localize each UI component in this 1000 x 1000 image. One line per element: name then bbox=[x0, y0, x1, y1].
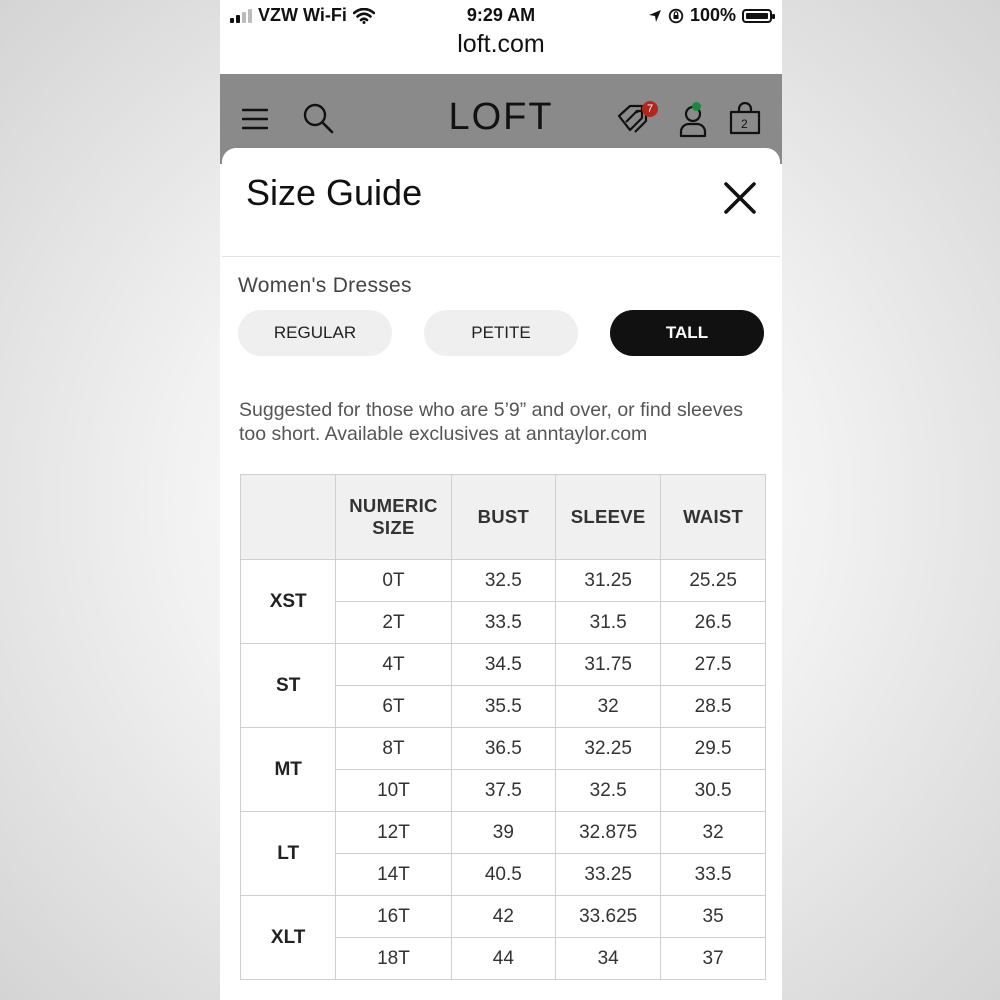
sleeve-cell: 31.25 bbox=[556, 560, 661, 602]
bust-cell: 37.5 bbox=[451, 770, 556, 812]
tab-tall[interactable]: TALL bbox=[610, 310, 764, 356]
waist-cell: 35 bbox=[661, 896, 766, 938]
waist-cell: 32 bbox=[661, 812, 766, 854]
table-row bbox=[241, 560, 766, 602]
table-row bbox=[241, 896, 766, 938]
modal-content-viewport bbox=[222, 148, 766, 1000]
carrier-label: VZW Wi-Fi bbox=[258, 5, 347, 25]
bust-cell: 35.5 bbox=[451, 686, 556, 728]
sleeve-cell: 32.25 bbox=[556, 728, 661, 770]
category-label: Women's Dresses bbox=[238, 274, 412, 297]
modal-title: Size Guide bbox=[246, 172, 423, 213]
bust-cell: 33.5 bbox=[451, 602, 556, 644]
numeric-size-cell: 6T bbox=[336, 686, 451, 728]
bust-cell: 39 bbox=[451, 812, 556, 854]
waist-cell: 28.5 bbox=[661, 686, 766, 728]
numeric-size-cell: 2T bbox=[336, 602, 451, 644]
offers-badge: 7 bbox=[642, 101, 658, 117]
status-time: 9:29 AM bbox=[466, 5, 536, 25]
phone-screen bbox=[220, 0, 782, 1000]
size-group-label: MT bbox=[241, 728, 336, 812]
column-header-bust: BUST bbox=[451, 475, 556, 560]
battery-icon bbox=[742, 9, 772, 23]
location-arrow-icon bbox=[648, 9, 662, 23]
status-bar bbox=[220, 0, 782, 32]
sleeve-cell: 31.5 bbox=[556, 602, 661, 644]
account-status-dot bbox=[692, 102, 701, 111]
sleeve-cell: 34 bbox=[556, 938, 661, 980]
column-header-waist: WAIST bbox=[661, 475, 766, 560]
numeric-size-cell: 16T bbox=[336, 896, 451, 938]
waist-cell: 30.5 bbox=[661, 770, 766, 812]
table-row bbox=[241, 812, 766, 854]
tab-regular[interactable]: REGULAR bbox=[238, 310, 392, 356]
numeric-size-cell: 8T bbox=[336, 728, 451, 770]
waist-cell: 26.5 bbox=[661, 602, 766, 644]
bag-count: 2 bbox=[741, 117, 748, 131]
table-row bbox=[241, 728, 766, 770]
sleeve-cell: 33.625 bbox=[556, 896, 661, 938]
address-bar-url[interactable]: loft.com bbox=[457, 30, 545, 58]
size-table bbox=[240, 474, 766, 980]
bust-cell: 44 bbox=[451, 938, 556, 980]
waist-cell: 25.25 bbox=[661, 560, 766, 602]
waist-cell: 37 bbox=[661, 938, 766, 980]
sleeve-cell: 32.875 bbox=[556, 812, 661, 854]
table-header-row bbox=[241, 475, 766, 560]
site-logo[interactable]: LOFT bbox=[448, 96, 554, 138]
size-group-label: XLT bbox=[241, 896, 336, 980]
column-header-numeric-size bbox=[336, 475, 451, 560]
column-header-numeric-line-1: NUMERIC bbox=[349, 495, 438, 516]
numeric-size-cell: 14T bbox=[336, 854, 451, 896]
sleeve-cell: 33.25 bbox=[556, 854, 661, 896]
sleeve-cell: 32 bbox=[556, 686, 661, 728]
size-group-label: XST bbox=[241, 560, 336, 644]
numeric-size-cell: 10T bbox=[336, 770, 451, 812]
sleeve-cell: 32.5 bbox=[556, 770, 661, 812]
tab-petite[interactable]: PETITE bbox=[424, 310, 578, 356]
table-row bbox=[241, 644, 766, 686]
waist-cell: 33.5 bbox=[661, 854, 766, 896]
size-description-line-2: too short. Available exclusives at anntaylor.com bbox=[239, 423, 648, 445]
column-header-size bbox=[241, 475, 336, 560]
size-description-line-1: Suggested for those who are 5’9” and over, or find sleeves bbox=[239, 399, 744, 421]
bust-cell: 34.5 bbox=[451, 644, 556, 686]
battery-percent: 100% bbox=[689, 5, 736, 25]
size-description bbox=[239, 398, 766, 446]
bust-cell: 42 bbox=[451, 896, 556, 938]
bust-cell: 32.5 bbox=[451, 560, 556, 602]
status-right bbox=[648, 5, 772, 26]
column-header-numeric-line-2: SIZE bbox=[372, 517, 415, 538]
bust-cell: 40.5 bbox=[451, 854, 556, 896]
waist-cell: 27.5 bbox=[661, 644, 766, 686]
waist-cell: 29.5 bbox=[661, 728, 766, 770]
size-group-label: ST bbox=[241, 644, 336, 728]
column-header-sleeve: SLEEVE bbox=[556, 475, 661, 560]
numeric-size-cell: 12T bbox=[336, 812, 451, 854]
size-guide-modal bbox=[222, 148, 780, 1000]
numeric-size-cell: 18T bbox=[336, 938, 451, 980]
bust-cell: 36.5 bbox=[451, 728, 556, 770]
orientation-lock-icon bbox=[668, 8, 684, 24]
sleeve-cell: 31.75 bbox=[556, 644, 661, 686]
size-group-label: LT bbox=[241, 812, 336, 896]
numeric-size-cell: 0T bbox=[336, 560, 451, 602]
numeric-size-cell: 4T bbox=[336, 644, 451, 686]
